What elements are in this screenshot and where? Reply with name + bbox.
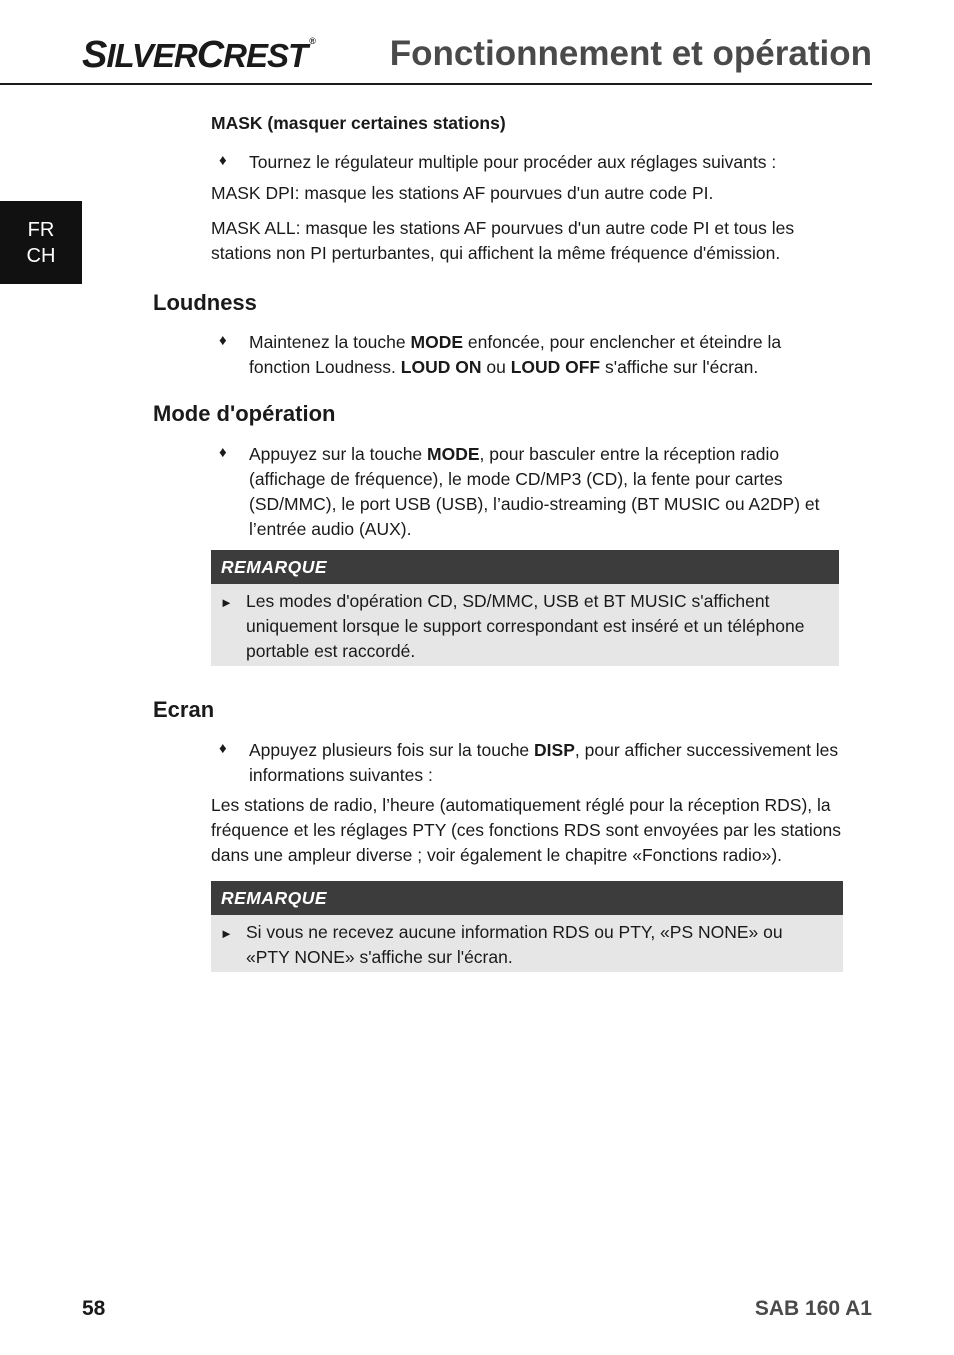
language-code-ch: CH [26, 244, 56, 267]
page-header [0, 0, 954, 86]
arrow-right-icon: ► [220, 926, 233, 941]
remarque-body: ► Si vous ne recevez aucune information RDS ou PTY, «PS NONE» ou «PTY NONE» s'affiche sur l'écran. [220, 922, 783, 967]
ecran-bullet-text: Appuyez plusieurs fois sur la touche DISP, pour afficher successivement les informations suivantes : [249, 740, 839, 785]
bullet-diamond-icon: ♦ [219, 152, 227, 169]
loudness-bullet-text: Maintenez la touche MODE enfoncée, pour enclencher et éteindre la fonction Loudness. LOUD ON ou LOUD OFF s'affiche sur l'écran. [249, 332, 782, 377]
mask-heading: MASK (masquer certaines stations) [211, 113, 506, 133]
mode-operation-heading: Mode d'opération [153, 401, 336, 426]
bullet-diamond-icon: ♦ [219, 332, 227, 349]
remarque-note-box [211, 881, 843, 972]
header-divider [0, 83, 872, 85]
remarque-body: ► Les modes d'opération CD, SD/MMC, USB et BT MUSIC s'affichent uniquement lorsque le support correspondant est inséré et un téléphone portable est raccordé. [220, 591, 805, 661]
loudness-heading: Loudness [153, 290, 257, 315]
remarque-title: REMARQUE [211, 881, 843, 915]
page-title: Fonctionnement et opération [389, 34, 872, 73]
mask-all-text: MASK ALL: masque les stations AF pourvues d'un autre code PI et tous les stations non PI perturbantes, qui affichent la même fréquence d'émission. [211, 218, 795, 263]
remarque-title: REMARQUE [211, 550, 839, 584]
mode-operation-bullet-text: Appuyez sur la touche MODE, pour basculer entre la réception radio (affichage de fréquence), le mode CD/MP3 (CD), la fente pour cartes (SD/MMC), le port USB (USB), l’audio-streaming (BT MUSIC ou A2DP) et l’entrée audio (AUX). [249, 444, 820, 539]
language-tab [0, 201, 82, 284]
language-code-fr: FR [27, 218, 55, 241]
ecran-paragraph: Les stations de radio, l’heure (automatiquement réglé pour la réception RDS), la fréquence et les réglages PTY (ces fonctions RDS sont envoyées par les stations dans une ampleur diverse ; voir également le chapitre «Fonctions radio»). [211, 795, 842, 865]
bullet-diamond-icon: ♦ [219, 444, 227, 461]
silvercrest-logo: SILVERCREST ® [82, 34, 315, 76]
bullet-diamond-icon: ♦ [219, 740, 227, 757]
model-number: SAB 160 A1 [754, 1297, 872, 1320]
remarque-note-box [211, 550, 839, 666]
ecran-heading: Ecran [153, 697, 215, 722]
mask-dpi-text: MASK DPI: masque les stations AF pourvues d'un autre code PI. [211, 183, 714, 203]
mask-bullet-text: Tournez le régulateur multiple pour procéder aux réglages suivants : [249, 152, 777, 172]
page-number: 58 [82, 1297, 106, 1320]
arrow-right-icon: ► [220, 595, 233, 610]
